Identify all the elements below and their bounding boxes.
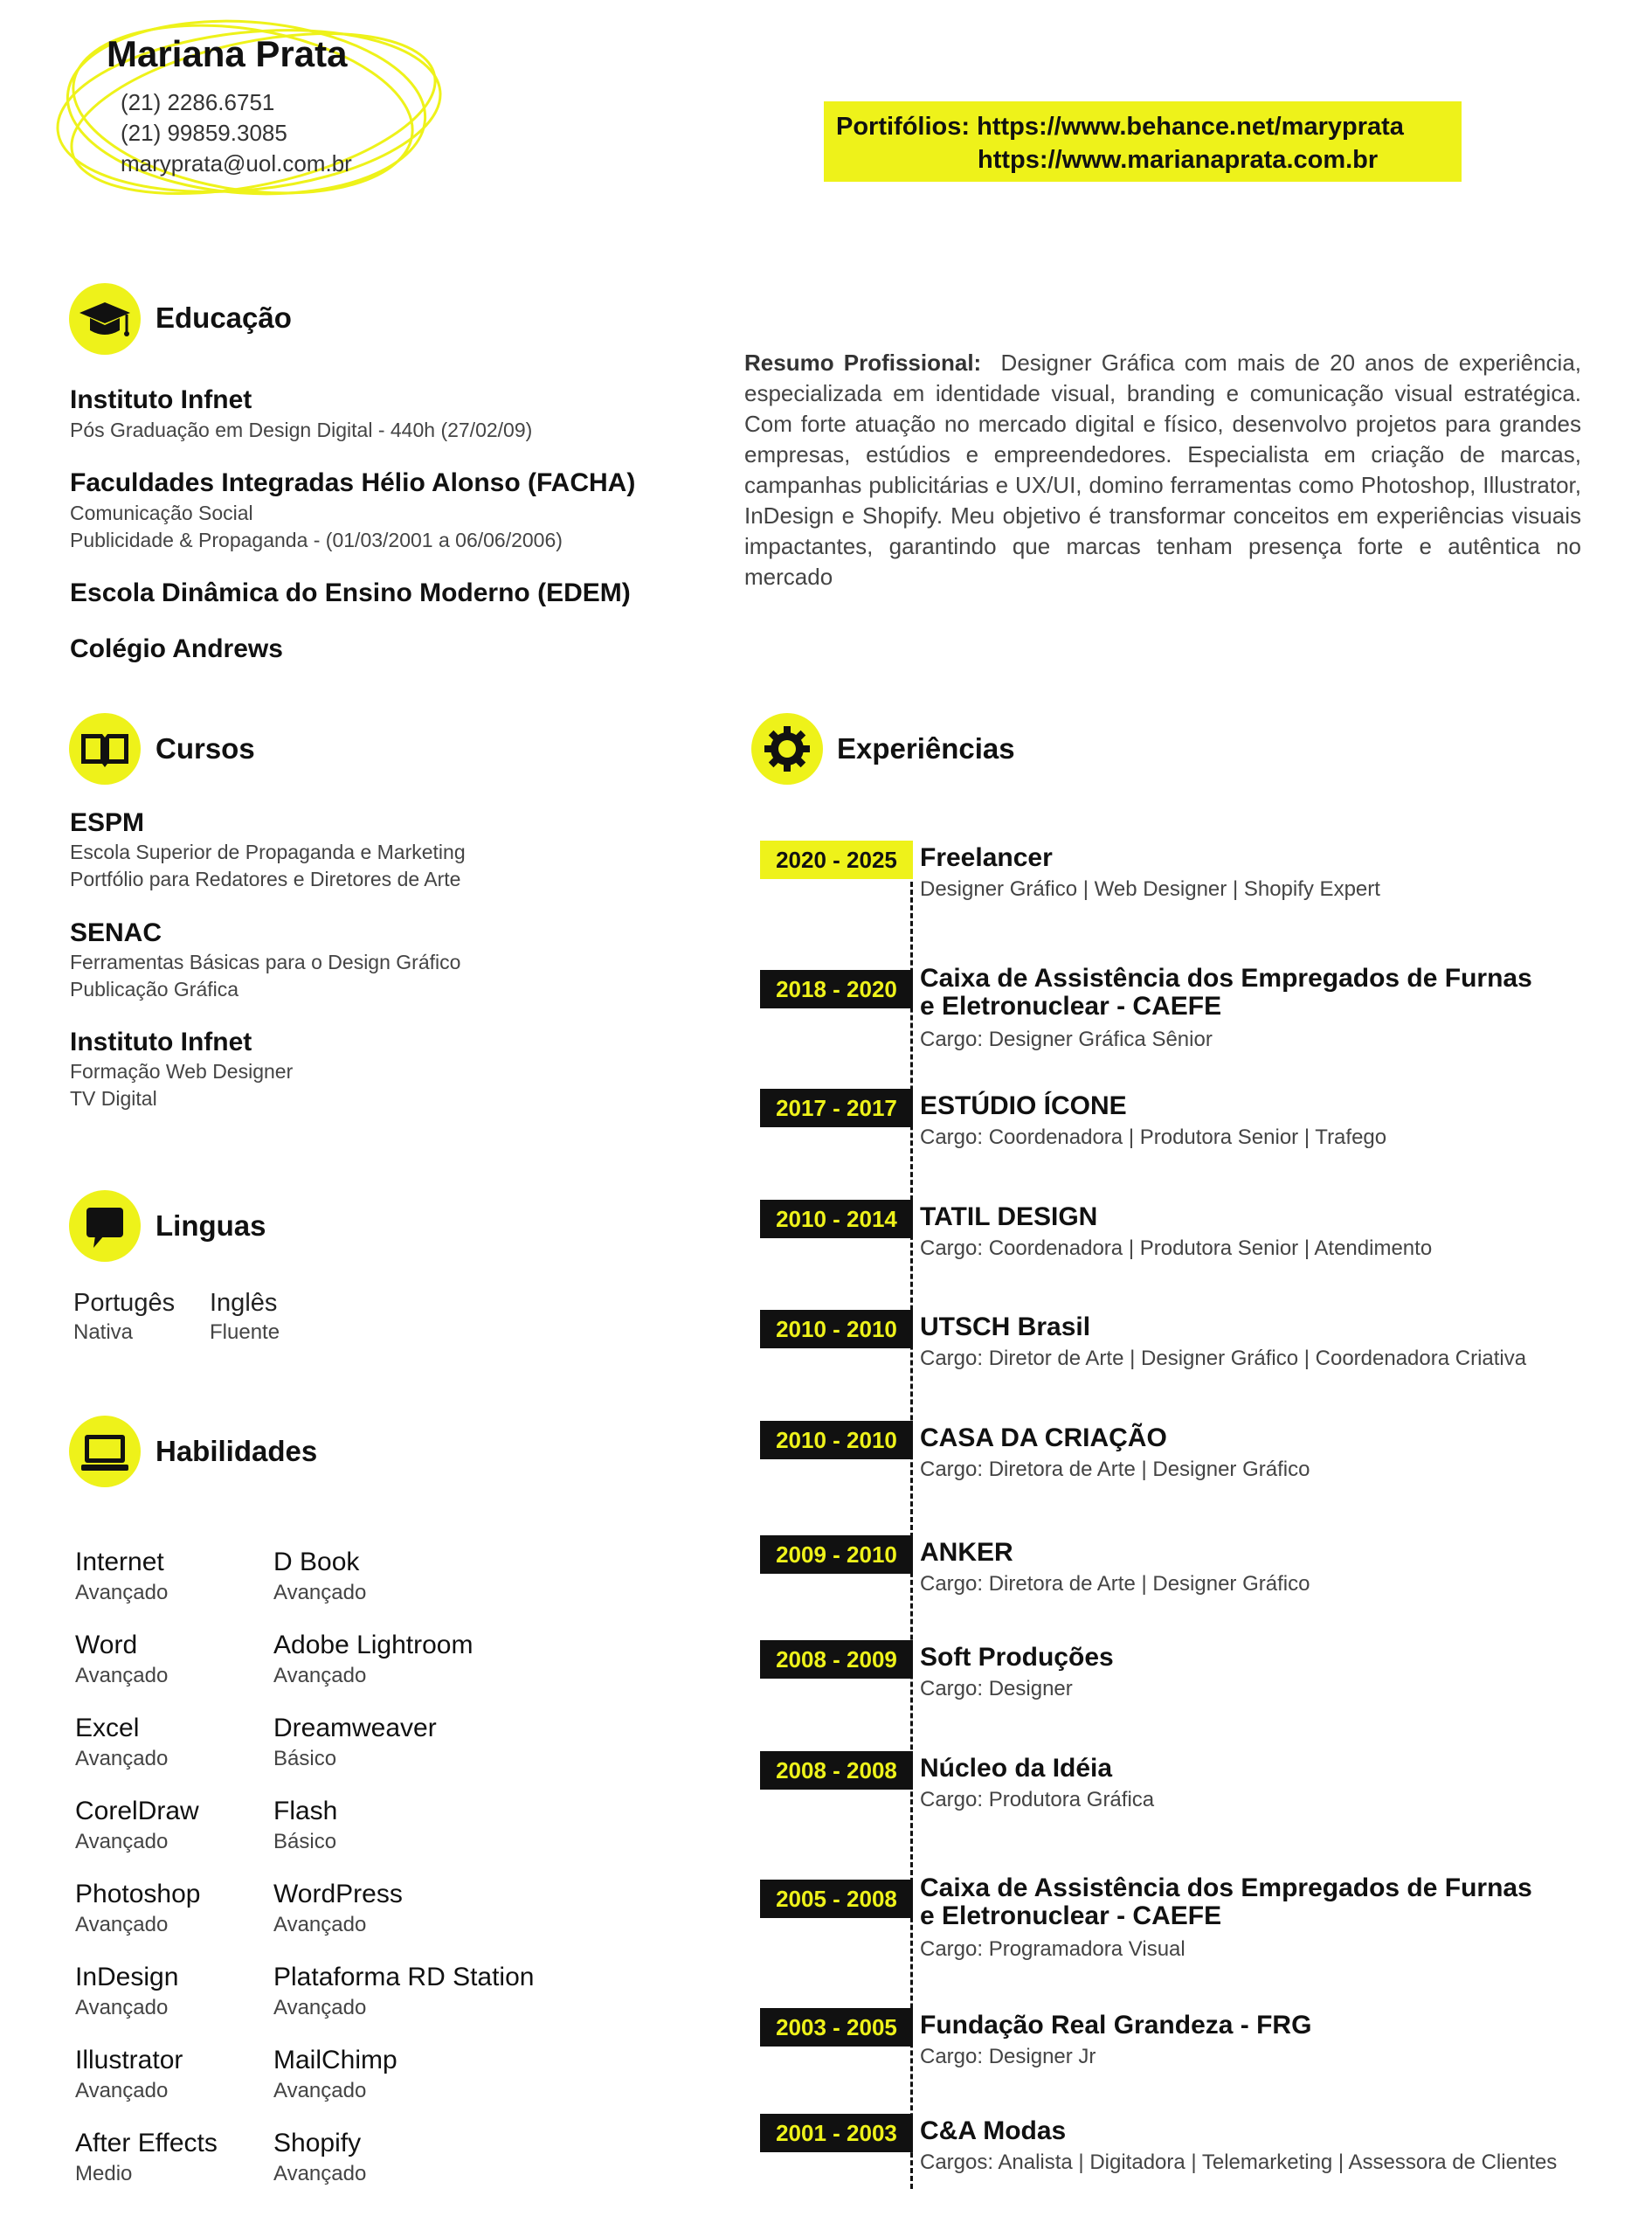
experience-years-badge: 2005 - 2008 [760, 1880, 913, 1918]
experience-company: TATIL DESIGN [920, 1202, 1098, 1231]
skill-name: Flash [273, 1797, 338, 1825]
phone-landline: (21) 2286.6751 [121, 89, 275, 115]
speech-bubble-icon [69, 1190, 141, 1262]
skill-name: Plataforma RD Station [273, 1963, 535, 1991]
computer-icon [69, 1416, 141, 1487]
education-item-andrews: Colégio Andrews [70, 634, 283, 663]
experience-years-badge: 2009 - 2010 [760, 1535, 913, 1574]
course-item-espm-detail-2: Portfólio para Redatores e Diretores de Arte [70, 868, 461, 890]
skill-level: Avançado [273, 1913, 367, 1936]
skill-name: InDesign [75, 1963, 179, 1991]
skill-level: Avançado [75, 1747, 169, 1770]
experience-years-badge: 2018 - 2020 [760, 970, 913, 1008]
skill-name: Illustrator [75, 2046, 183, 2074]
experience-company: Núcleo da Idéia [920, 1754, 1113, 1783]
course-item-senac-detail-2: Publicação Gráfica [70, 978, 239, 1001]
course-item-infnet-detail-1: Formação Web Designer [70, 1060, 294, 1083]
skill-level: Avançado [75, 1581, 169, 1604]
languages-title: Linguas [156, 1209, 266, 1242]
experience-role: Cargo: Diretor de Arte | Designer Gráfico | Coordenadora Criativa [920, 1347, 1527, 1370]
course-item-infnet: Instituto Infnet [70, 1028, 252, 1056]
skill-level: Avançado [273, 2162, 367, 2185]
experience-years-badge: 2008 - 2008 [760, 1751, 913, 1790]
candidate-name: Mariana Prata [107, 33, 348, 74]
course-item-espm: ESPM [70, 808, 145, 837]
course-item-senac: SENAC [70, 918, 162, 947]
portfolio-box [824, 101, 1462, 182]
phone-mobile: (21) 99859.3085 [121, 120, 287, 146]
experience-company: C&A Modas [920, 2116, 1067, 2145]
portfolio-link-behance[interactable]: Portifólios: https://www.behance.net/maryprata [836, 113, 1404, 141]
summary-label: Resumo Profissional: [744, 350, 982, 376]
experience-company: Caixa de Assistência dos Empregados de Furnas e Eletronuclear - CAEFE [920, 1873, 1532, 1930]
education-item-facha-detail-2: Publicidade & Propaganda - (01/03/2001 a 06/06/2006) [70, 529, 563, 551]
skill-level: Avançado [75, 1664, 169, 1687]
experience-role: Cargo: Designer Gráfica Sênior [920, 1028, 1213, 1051]
education-title: Educação [156, 301, 292, 334]
skill-level: Avançado [75, 1830, 169, 1853]
skill-name: Word [75, 1631, 138, 1659]
experience-years-badge: 2010 - 2010 [760, 1310, 913, 1348]
experience-role: Cargo: Coordenadora | Produtora Senior | Atendimento [920, 1236, 1433, 1260]
education-item-edem: Escola Dinâmica do Ensino Moderno (EDEM) [70, 578, 631, 607]
skill-name: CorelDraw [75, 1797, 199, 1825]
skill-name: WordPress [273, 1880, 403, 1908]
skill-level: Avançado [75, 1913, 169, 1936]
course-item-senac-detail-1: Ferramentas Básicas para o Design Gráfico [70, 951, 461, 973]
experience-company: Caixa de Assistência dos Empregados de Furnas e Eletronuclear - CAEFE [920, 964, 1532, 1021]
education-item-infnet: Instituto Infnet [70, 385, 252, 414]
experience-company: UTSCH Brasil [920, 1312, 1091, 1341]
experience-role: Cargo: Designer Jr [920, 2045, 1096, 2068]
skill-level: Avançado [273, 1996, 367, 2019]
skill-level: Avançado [75, 2079, 169, 2102]
courses-title: Cursos [156, 732, 255, 765]
skill-name: Photoshop [75, 1880, 201, 1908]
experience-company: Fundação Real Grandeza - FRG [920, 2011, 1312, 2040]
experience-role: Cargo: Programadora Visual [920, 1937, 1185, 1961]
gear-icon [751, 713, 823, 785]
skill-name: Adobe Lightroom [273, 1631, 473, 1659]
language-english-level: Fluente [210, 1320, 280, 1344]
language-portuguese: Portugês [73, 1289, 176, 1317]
skill-name: MailChimp [273, 2046, 397, 2074]
skills-title: Habilidades [156, 1435, 318, 1467]
experience-company: Soft Produções [920, 1643, 1114, 1672]
skill-name: Shopify [273, 2129, 362, 2157]
skill-level: Medio [75, 2162, 133, 2185]
education-item-infnet-detail: Pós Graduação em Design Digital - 440h (27/02/09) [70, 419, 533, 441]
experience-role: Cargo: Designer [920, 1677, 1073, 1700]
open-book-icon [69, 713, 141, 785]
skill-level: Avançado [273, 2079, 367, 2102]
skill-name: Dreamweaver [273, 1714, 437, 1742]
experience-years-badge: 2003 - 2005 [760, 2008, 913, 2047]
experience-company: ESTÚDIO ÍCONE [920, 1091, 1127, 1120]
course-item-espm-detail-1: Escola Superior de Propaganda e Marketing [70, 841, 466, 863]
professional-summary [744, 348, 1581, 592]
experience-company: Freelancer [920, 843, 1053, 872]
email-address[interactable]: maryprata@uol.com.br [121, 150, 352, 177]
experience-company: CASA DA CRIAÇÃO [920, 1423, 1167, 1452]
experience-company: ANKER [920, 1538, 1013, 1567]
experience-role: Cargos: Analista | Digitadora | Telemarketing | Assessora de Clientes [920, 2150, 1558, 2174]
experience-role: Cargo: Produtora Gráfica [920, 1788, 1155, 1811]
experience-role: Cargo: Diretora de Arte | Designer Gráfico [920, 1458, 1310, 1481]
experience-years-badge: 2010 - 2010 [760, 1421, 913, 1459]
skill-name: D Book [273, 1548, 360, 1576]
timeline-line [910, 874, 913, 2189]
experience-years-badge: 2008 - 2009 [760, 1640, 913, 1679]
education-item-facha-detail-1: Comunicação Social [70, 502, 253, 524]
skill-level: Avançado [273, 1581, 367, 1604]
summary-text: Designer Gráfica com mais de 20 anos de experiência, especializada em identidade visual, branding e comunicação visual estratégica. Com forte atuação no mercado digital e físico, desenvolvo projetos para grandes empresas, estúdios e empreendedores. Especialista em criação de marcas, campanhas publicitárias e UX/UI, domino ferramentas como Photoshop, Illustrator, InDesign e Shopify. Meu objetivo é transformar conceitos em experiências visuais impactantes, garantindo que marcas tenham presença forte e autêntica no mercado [744, 350, 1582, 590]
course-item-infnet-detail-2: TV Digital [70, 1087, 157, 1110]
experience-role: Cargo: Diretora de Arte | Designer Gráfico [920, 1572, 1310, 1596]
portfolio-link-site[interactable]: https://www.marianaprata.com.br [978, 146, 1379, 174]
experience-years-badge: 2017 - 2017 [760, 1089, 913, 1127]
experience-role: Designer Gráfico | Web Designer | Shopify Expert [920, 877, 1380, 901]
experience-years-badge: 2010 - 2014 [760, 1200, 913, 1238]
skill-name: Excel [75, 1714, 140, 1742]
experience-years-badge: 2001 - 2003 [760, 2114, 913, 2152]
skill-level: Avançado [75, 1996, 169, 2019]
experience-years-badge: 2020 - 2025 [760, 841, 913, 879]
language-english: Inglês [210, 1289, 278, 1317]
skill-name: Internet [75, 1548, 164, 1576]
graduation-cap-icon [69, 283, 141, 355]
skill-level: Avançado [273, 1664, 367, 1687]
language-portuguese-level: Nativa [73, 1320, 134, 1344]
experience-title: Experiências [837, 732, 1015, 765]
experience-role: Cargo: Coordenadora | Produtora Senior | Trafego [920, 1125, 1387, 1149]
education-item-facha: Faculdades Integradas Hélio Alonso (FACHA) [70, 468, 636, 497]
skill-level: Básico [273, 1830, 337, 1853]
skill-name: After Effects [75, 2129, 218, 2157]
skill-level: Básico [273, 1747, 337, 1770]
